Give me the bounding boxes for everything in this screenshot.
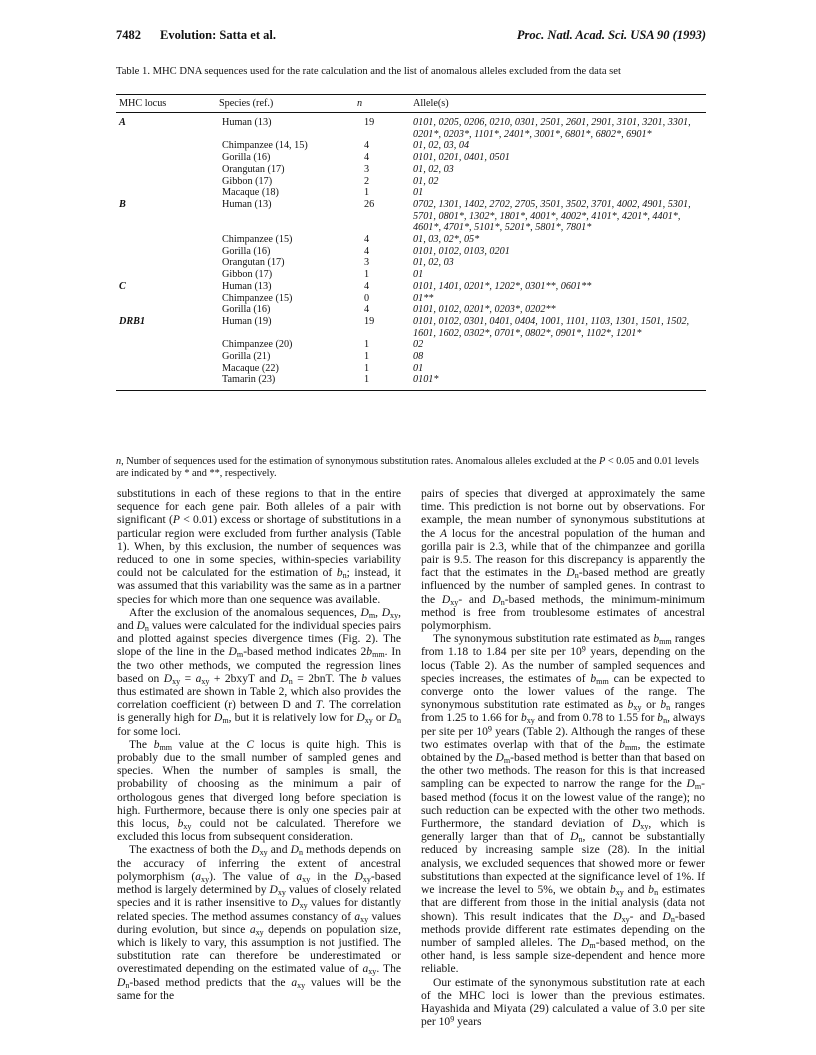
table-row [116, 304, 706, 316]
locus-cell [116, 176, 216, 188]
species-cell: Gibbon (17) [222, 175, 273, 187]
species-cell: Chimpanzee (15) [222, 234, 293, 246]
locus-cell: DRB1 [119, 315, 146, 327]
n-cell: 26 [364, 198, 375, 210]
table-row [116, 187, 706, 199]
table-row [116, 339, 706, 351]
paragraph: Our estimate of the synonymous substitution rate at each of the MHC loci is lower than the previous estimates. Hayashida and Miyata (29) calculated a value of 3.0 per site per $10^9$ years [421, 976, 705, 1029]
locus-cell [116, 339, 216, 351]
species-cell: Chimpanzee (14, 15) [222, 140, 308, 152]
locus-cell [116, 152, 216, 164]
alleles-cell: 0101, 0201, 0401, 0501 [413, 152, 510, 164]
alleles-cell: 0101, 0205, 0206, 0210, 0301, 2501, 2601, 2901, 3101, 3201, 3301, 0201*, 0203*, 1101*, 2401*, 3001*, 6801*, 6802*, 6901* [413, 117, 691, 140]
locus-cell [116, 304, 216, 316]
paragraph: substitutions in each of these regions to that in the entire sequence for each gene pair. Both alleles of a pair with significant (P < 0.01) excess or shortage of substitutions in a particular region were excluded from further analysis (Table 1). When, by this exclusion, the number of sequences was reduced to one in some species, within-species variability could not be calculated for the estimation of $b_n$; instead, it was assumed that this variability was the same as in a partner species for which more than one sequence was available. [117, 488, 401, 606]
n-cell: 1 [364, 269, 370, 281]
header-n: n [354, 95, 410, 113]
locus-cell [116, 164, 216, 176]
locus-cell [116, 363, 216, 375]
table-row [116, 199, 706, 234]
locus-cell [116, 351, 216, 363]
table-row [116, 351, 706, 363]
alleles-cell: 01 [413, 269, 424, 281]
alleles-cell: 01 [413, 362, 424, 374]
species-cell: Macaque (22) [222, 362, 279, 374]
alleles-cell: 01 [413, 187, 424, 199]
alleles-cell: 0101, 0102, 0201*, 0203*, 0202** [413, 304, 556, 316]
locus-cell [116, 187, 216, 199]
species-cell: Human (13) [222, 198, 272, 210]
locus-cell [116, 374, 216, 390]
species-cell: Gorilla (16) [222, 245, 271, 257]
running-title: Evolution: Satta et al. [160, 28, 276, 42]
species-cell: Chimpanzee (20) [222, 339, 293, 351]
n-cell: 1 [364, 351, 370, 363]
table-footnote: n, Number of sequences used for the estimation of synonymous substitution rates. Anomalous alleles excluded at the P < 0.05 and 0.01 levels are indicated by * and **, respectively. [116, 456, 699, 480]
table-row [116, 363, 706, 375]
table-row [116, 374, 706, 390]
alleles-cell: 0702, 1301, 1402, 2702, 2705, 3501, 3502, 3701, 4002, 4901, 5301, 5701, 0801*, 1302*, 1801*, 4001*, 4002*, 4101*, 4201*, 4401*, 4601*, 4701*, 5101*, 5201*, 5801*, 7801* [413, 198, 691, 234]
n-cell: 1 [364, 339, 370, 351]
table-row [116, 293, 706, 305]
n-cell: 3 [364, 163, 370, 175]
n-cell: 19 [364, 315, 375, 327]
locus-cell: B [119, 198, 126, 210]
table-body [116, 113, 706, 391]
species-cell: Gibbon (17) [222, 269, 273, 281]
table-row [116, 257, 706, 269]
locus-cell [116, 140, 216, 152]
n-cell: 1 [364, 362, 370, 374]
n-cell: 1 [364, 187, 370, 199]
table-row [116, 152, 706, 164]
alleles-cell: 01, 03, 02*, 05* [413, 234, 480, 246]
alleles-cell: 01, 02, 03, 04 [413, 140, 470, 152]
table-row [116, 176, 706, 188]
species-cell: Macaque (18) [222, 187, 279, 199]
locus-cell: A [119, 117, 126, 128]
n-cell: 4 [364, 245, 370, 257]
table-header-row [116, 95, 706, 113]
header-species: Species (ref.) [216, 95, 354, 113]
alleles-cell: 0101* [410, 374, 706, 390]
paragraph: The exactness of both the $D_{xy}$ and $D_n$ methods depends on the accuracy of inferring the extent of ancestral polymorphism $(a_{xy})$. The value of $a_{xy}$ in the $D_{xy}$-based method is largely determined by $D_{xy}$ values of closely related species and it is rather insensitive to $D_{xy}$ values for distantly related species. The method assumes constancy of $a_{xy}$ values during evolution, but since $a_{xy}$ depends on population size, which is likely to vary, this assumption is not justified. The substitution rate can therefore be underestimated or overestimated depending on the estimated value of $a_{xy}$. The $D_n$-based method predicts that the $a_{xy}$ values will be the same for the [117, 844, 402, 1002]
n-cell: 1 [354, 374, 410, 390]
n-cell: 4 [364, 152, 370, 164]
n-cell: 3 [364, 257, 370, 269]
n-cell: 4 [364, 234, 370, 246]
header-alleles: Allele(s) [410, 95, 706, 113]
n-cell: 2 [364, 175, 370, 187]
alleles-cell: 0101, 0102, 0301, 0401, 0404, 1001, 1101, 1103, 1301, 1501, 1502, 1601, 1602, 0302*, 0701*, 0802*, 0901*, 1102*, 1201* [413, 315, 690, 339]
table-caption: Table 1. MHC DNA sequences used for the rate calculation and the list of anomalous alleles excluded from the data set [116, 66, 621, 77]
locus-cell [116, 293, 216, 305]
species-cell: Human (13) [222, 117, 272, 128]
locus-cell [116, 234, 216, 246]
body-column-right [421, 488, 705, 1029]
n-cell: 19 [364, 117, 375, 128]
paragraph: The synonymous substitution rate estimated as $b_{mm}$ ranges from 1.18 to 1.84 per site per $10^9$ years, depending on the locus (Table 2). As the number of sampled sequences and species increases, the estimates of $b_{mm}$ can be expected to converge onto the lower values of the range. The synonymous substitution rate estimated as $b_{xy}$ or $b_n$ ranges from 1.25 to 1.66 for $b_{xy}$ and from 0.78 to 1.55 for $b_n$, always per site per $10^9$ years (Table 2). Although the ranges of these two estimates overlap with that of the $b_{mm}$, the estimate obtained by the $D_m$-based method is better than that based on the other two methods. The reason for this is that increased sampling can be expected to narrow the range for the $D_m$-based method (focus it on the lowest value of the range); no such reduction can be expected with the other two methods. Furthermore, the standard deviation of $D_{xy}$, which is generally larger than that of $D_n$, cannot be substantially reduced by increasing sample size (28). In the initial analysis, we excluded sequences that showed more or fewer substitutions than expected at the significance level of 1%. If we increase the level to 5%, we obtain $b_{xy}$ and $b_n$ estimates that are different from those in the initial analysis (data not shown). This result indicates that the $D_{xy}-$ and $D_n$-based methods provide different rate estimates depending on the number of sampled alleles. The $D_m$-based method, on the other hand, is less sample size-dependent and hence more reliable. [421, 633, 706, 976]
table-row [116, 234, 706, 246]
locus-cell [116, 269, 216, 281]
alleles-cell: 0101, 1401, 0201*, 1202*, 0301**, 0601** [413, 280, 592, 292]
header-mhc-locus: MHC locus [116, 95, 216, 113]
species-cell: Gorilla (16) [222, 152, 271, 164]
species-cell: Human (13) [222, 280, 272, 292]
paragraph: After the exclusion of the anomalous sequences, $D_m$, $D_{xy}$, and $D_n$ values were calculated for the individual species pairs and plotted against species divergence times (Fig. 2). The slope of the line in the $D_m$-based method indicates $2b_{mm}$. In the two other methods, we computed the regression lines based on $D_{xy} = a_{xy}$ + 2bxyT and $D_n = 2bnT$. The b values thus estimated are shown in Table 2, which also provides the correlation coefficient (r) between D and T. The correlation is generally high for $D_m$, but it is relatively low for $D_{xy}$ or $D_n$ for some loci. [117, 606, 401, 738]
alleles-cell: 01, 02, 03 [413, 257, 454, 269]
table-row [116, 140, 706, 152]
table-row [116, 113, 706, 141]
locus-cell [116, 246, 216, 258]
n-cell: 4 [364, 140, 370, 152]
body-column-left [117, 488, 401, 1003]
n-cell: 4 [364, 280, 370, 292]
species-cell: Chimpanzee (15) [222, 292, 293, 304]
page-number: 7482 [116, 28, 141, 42]
species-cell: Orangutan (17) [222, 257, 285, 269]
table-row [116, 281, 706, 293]
species-cell: Gorilla (16) [222, 304, 271, 316]
species-cell: Orangutan (17) [222, 163, 285, 175]
mhc-sequence-table [116, 94, 706, 391]
table-row [116, 316, 706, 339]
table-row [116, 246, 706, 258]
alleles-cell: 0101, 0102, 0103, 0201 [413, 245, 510, 257]
paragraph: The $b_{mm}$ value at the C locus is quite high. This is probably due to the small number of sampled genes and species. When the number of samples is small, the probability of choosing as the minimum a pair of orthologous genes that diverged long before speciation is high. Furthermore, because there is only one species pair at this locus, $b_{xy}$ could not be calculated. Therefore we excluded this locus from subsequent consideration. [117, 738, 402, 844]
table-row [116, 164, 706, 176]
table-row [116, 269, 706, 281]
locus-cell [116, 257, 216, 269]
alleles-cell: 01** [413, 292, 434, 304]
species-cell: Tamarin (23) [216, 374, 354, 390]
species-cell: Gorilla (21) [222, 351, 271, 363]
alleles-cell: 01, 02, 03 [413, 163, 454, 175]
alleles-cell: 01, 02 [413, 175, 439, 187]
n-cell: 0 [364, 292, 370, 304]
journal-citation: Proc. Natl. Acad. Sci. USA 90 (1993) [516, 28, 706, 42]
alleles-cell: 08 [413, 351, 424, 363]
alleles-cell: 02 [413, 339, 424, 351]
locus-cell: C [119, 280, 126, 292]
n-cell: 4 [364, 304, 370, 316]
paragraph: pairs of species that diverged at approximately the same time. This prediction is not borne out by observations. For example, the mean number of synonymous substitutions at the A locus for the ancestral population of the human and gorilla pair is 2.3, while that of the chimpanzee and gorilla pair is 9.5. The reason for this discrepancy is apparently the fact that the estimates in the $D_n$-based method are greatly influenced by the number of sampled genes. In contrast to the $D_{xy}-$ and $D_n$-based methods, the minimum-minimum method is free from troublesome estimates of ancestral polymorphism. [421, 488, 706, 633]
page-header [116, 28, 706, 44]
species-cell: Human (19) [222, 315, 272, 327]
